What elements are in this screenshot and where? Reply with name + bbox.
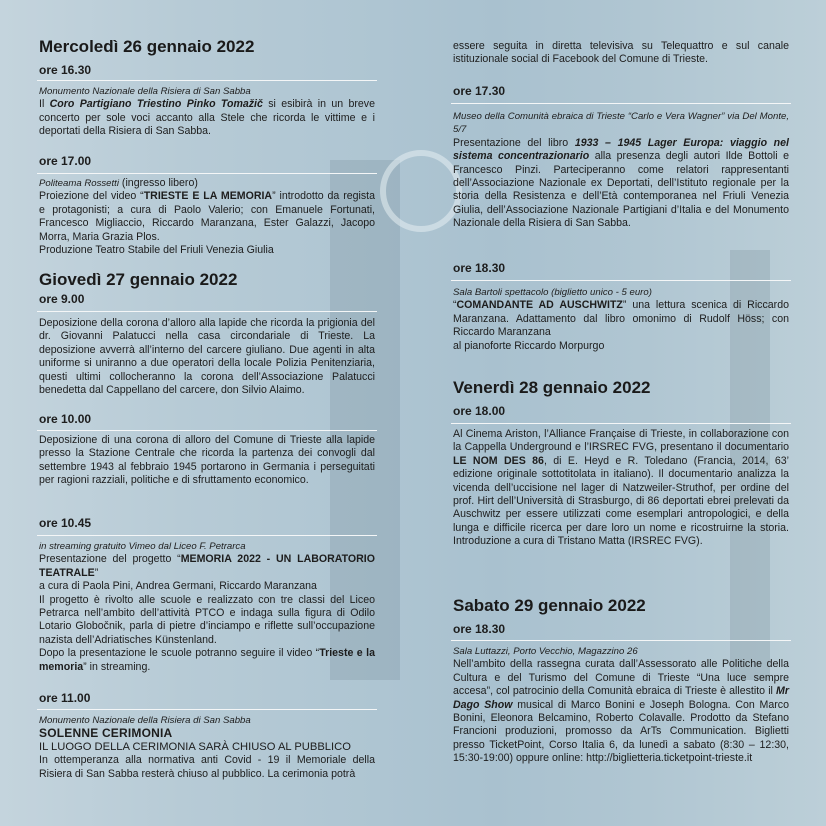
venue-label: Politeama Rossetti <box>39 178 119 189</box>
covid-text: In ottemperanza alla normativa anti Covid - 19 il Memoriale della Risiera di San Sabba resterà chiuso al pubblico. La cerimonia potrà <box>39 754 375 780</box>
background-ring <box>380 150 462 232</box>
event-video-screening <box>39 177 375 257</box>
production-credit: Produzione Teatro Stabile del Friuli Venezia Giulia <box>39 244 274 257</box>
venue-label: Sala Bartoli spettacolo (biglietto unico - 5 euro) <box>453 287 652 298</box>
project-title: MEMORIA 2022 - UN LABORATORIO TEATRALE <box>39 553 375 579</box>
day-heading-wednesday: Mercoledì 26 gennaio 2022 <box>39 37 255 56</box>
text: si esibirà in un breve concerto per sole voci accanto alla Stele che ricorda le vittime e i deportati della Risiera di San Sabba. <box>39 98 375 138</box>
time-label: ore 17.00 <box>39 154 92 168</box>
event-book-presentation <box>453 110 789 231</box>
divider <box>451 423 791 424</box>
text: alla presenza degli autori Ilde Bottoli e Francesco Pinzi. Parteciperanno come relatori rappresentanti dell’Associazione Nazionale ex Deportati, dell’Istituto regionale per la storia della Resistenza e dell’Età contemporanea nel Friuli Venezia Giulia, dell’Associazione Nazionale Partigiani d’Italia e del Monumento Nazionale della Risiera di San Sabba. <box>453 150 789 230</box>
venue-label: Museo della Comunità ebraica di Trieste “Carlo e Vera Wagner” via Del Monte, 5/7 <box>453 111 789 136</box>
text: Proiezione del video “ <box>39 190 144 203</box>
time-label: ore 18.30 <box>453 622 506 636</box>
venue-label: Sala Luttazzi, Porto Vecchio, Magazzino 26 <box>453 646 638 657</box>
event-musical <box>453 645 789 766</box>
text: “ <box>453 299 457 312</box>
venue-label: in streaming gratuito Vimeo dal Liceo F. Petrarca <box>39 541 246 552</box>
book-title: 1933 – 1945 Lager Europa: viaggio nel sistema concentrazionario <box>453 136 789 163</box>
text: ” <box>94 566 99 579</box>
divider <box>451 640 791 641</box>
divider <box>451 103 791 104</box>
time-label: ore 18.30 <box>453 261 506 275</box>
divider <box>37 535 377 536</box>
choir-name: Coro Partigiano Triestino Pinko Tomažič <box>49 98 263 111</box>
event-documentary <box>453 428 789 549</box>
day-heading-saturday: Sabato 29 gennaio 2022 <box>453 596 646 615</box>
piano-credit: al pianoforte Riccardo Morpurgo <box>453 339 605 352</box>
event-station-wreath: Deposizione di una corona di alloro del Comune di Trieste alla lapide presso la Stazione Centrale che ricorda la partenza dei convogli dal settembre 1943 al febbraio 1945 portarono in Germania i perseguitati per ragioni razziali, politiche e di sfruttamento economico. <box>39 434 375 487</box>
venue-label: Monumento Nazionale della Risiera di San Sabba <box>39 86 251 97</box>
description: Il progetto è rivolto alle scuole e realizzato con tre classi del Liceo Petrarca nell’ambito dell’attività PTCO e indaga sulla figura di Odilo Lotario Globočnik, parla di pietre d’inciampo e riflette sull’occupazione nazista dell’Adriatisches Künstenland. <box>39 593 375 646</box>
event-staged-reading <box>453 286 789 353</box>
divider <box>451 280 791 281</box>
show-title: Mr Dago Show <box>453 685 789 711</box>
credits: a cura di Paola Pini, Andrea Germani, Riccardo Maranzana <box>39 580 317 593</box>
time-label: ore 10.00 <box>39 412 92 426</box>
film-title: LE NOM DES 86 <box>453 454 544 467</box>
time-label: ore 9.00 <box>39 292 85 306</box>
text: Dopo la presentazione le scuole potranno seguire il video “ <box>39 647 320 660</box>
divider <box>37 430 377 431</box>
video-title: Trieste e la memoria <box>39 647 375 673</box>
venue-note: (ingresso libero) <box>118 177 198 189</box>
divider <box>37 80 377 81</box>
day-heading-thursday: Giovedì 27 gennaio 2022 <box>39 270 238 289</box>
event-solemn-ceremony <box>39 714 375 781</box>
show-title: COMANDANTE AD AUSCHWITZ <box>456 299 623 312</box>
text: Al Cinema Ariston, l’Alliance Française di Trieste, in collaborazione con la Cappella Underground e l’IRSREC FVG, presentano il documentario <box>453 428 789 454</box>
ceremony-title: SOLENNE CERIMONIA <box>39 726 173 741</box>
time-label: ore 10.45 <box>39 516 92 530</box>
day-heading-friday: Venerdì 28 gennaio 2022 <box>453 378 651 397</box>
closed-notice: IL LUOGO DELLA CERIMONIA SARÀ CHIUSO AL PUBBLICO <box>39 740 351 753</box>
text: ” introdotto da regista e protagonisti; a cura di Paolo Valerio; con Emanuele Fortunati, Francesco Migliaccio, Riccardo Maranzana, Ester Galazzi, Jacopo Morra, Maria Grazia Plos. <box>39 190 375 243</box>
event-theatre-lab <box>39 540 375 674</box>
text: ” una lettura scenica di Riccardo Maranzana. Adattamento dal libro omonimo di Rudolf Höss; con Riccardo Maranzana <box>453 299 789 339</box>
event-palatucci-wreath: Deposizione della corona d’alloro alla lapide che ricorda la prigionia del dr. Giovanni Palatucci nella casa circondariale di Trieste. La deposizione avverrà all’interno del carcere giuliano. Due agenti in alta uniforme si uniranno a due operatori della locale Polizia Penitenziaria, questi ultimi collocheranno la corona dell’Associazione Palatucci benedetta dal Cappellano del carcere, don Silvio Alaimo. <box>39 317 375 397</box>
text: Presentazione del libro <box>453 136 575 149</box>
text: Il <box>39 98 50 111</box>
time-label: ore 18.00 <box>453 404 506 418</box>
time-label: ore 11.00 <box>39 691 91 705</box>
text: musical di Marco Bonini e Joseph Bologna. Con Marco Bonini, Eleonora Belcamino, Roberto Colavalle. Prodotto da Stefano Francioni produzioni, promosso da ArTs Communication. Biglietti presso TicketPoint, Corso Italia 6, da lunedì a sabato (8:30 – 12:30, 15:30-19:00) oppure online: http://biglietteria.ticketpoint-trieste.it <box>453 698 789 765</box>
time-label: ore 17.30 <box>453 84 506 98</box>
venue-label: Monumento Nazionale della Risiera di San Sabba <box>39 715 251 726</box>
text: , di E. Heyd e R. Toledano (Francia, 2014, 63’ edizione originale sottotitolata in italiano). Il documentario analizza la vicenda dell’uccisione nel lager di Natzweiler-Struthof, per ordine del prof. Hirt dell’Università di Strasburgo, di 86 deportati ebrei prelevati da Auschwitz per essere utilizzati come esemplari antropologici, e della lunga e difficile ricerca per dare loro un nome e ricostruirne la storia. Introduzione a cura di Tristano Matta (IRSREC FVG). <box>453 454 789 548</box>
time-label: ore 16.30 <box>39 63 92 77</box>
video-title: TRIESTE E LA MEMORIA <box>143 190 273 203</box>
text: ” in streaming. <box>83 660 151 673</box>
text: Presentazione del progetto “ <box>39 553 181 566</box>
text: Nell’ambito della rassegna curata dall’Assessorato alle Politiche della Cultura e del Turismo del Comune di Trieste “Una luce sempre accesa”, col patrocinio della Comunità ebraica di Trieste è allestito il <box>453 658 789 698</box>
divider <box>37 709 377 710</box>
divider <box>37 173 377 174</box>
continued-text: essere seguita in diretta televisiva su Telequattro e sul canale istituzionale social di Facebook del Comune di Trieste. <box>453 40 789 66</box>
divider <box>37 311 377 312</box>
event-concert <box>39 85 375 139</box>
